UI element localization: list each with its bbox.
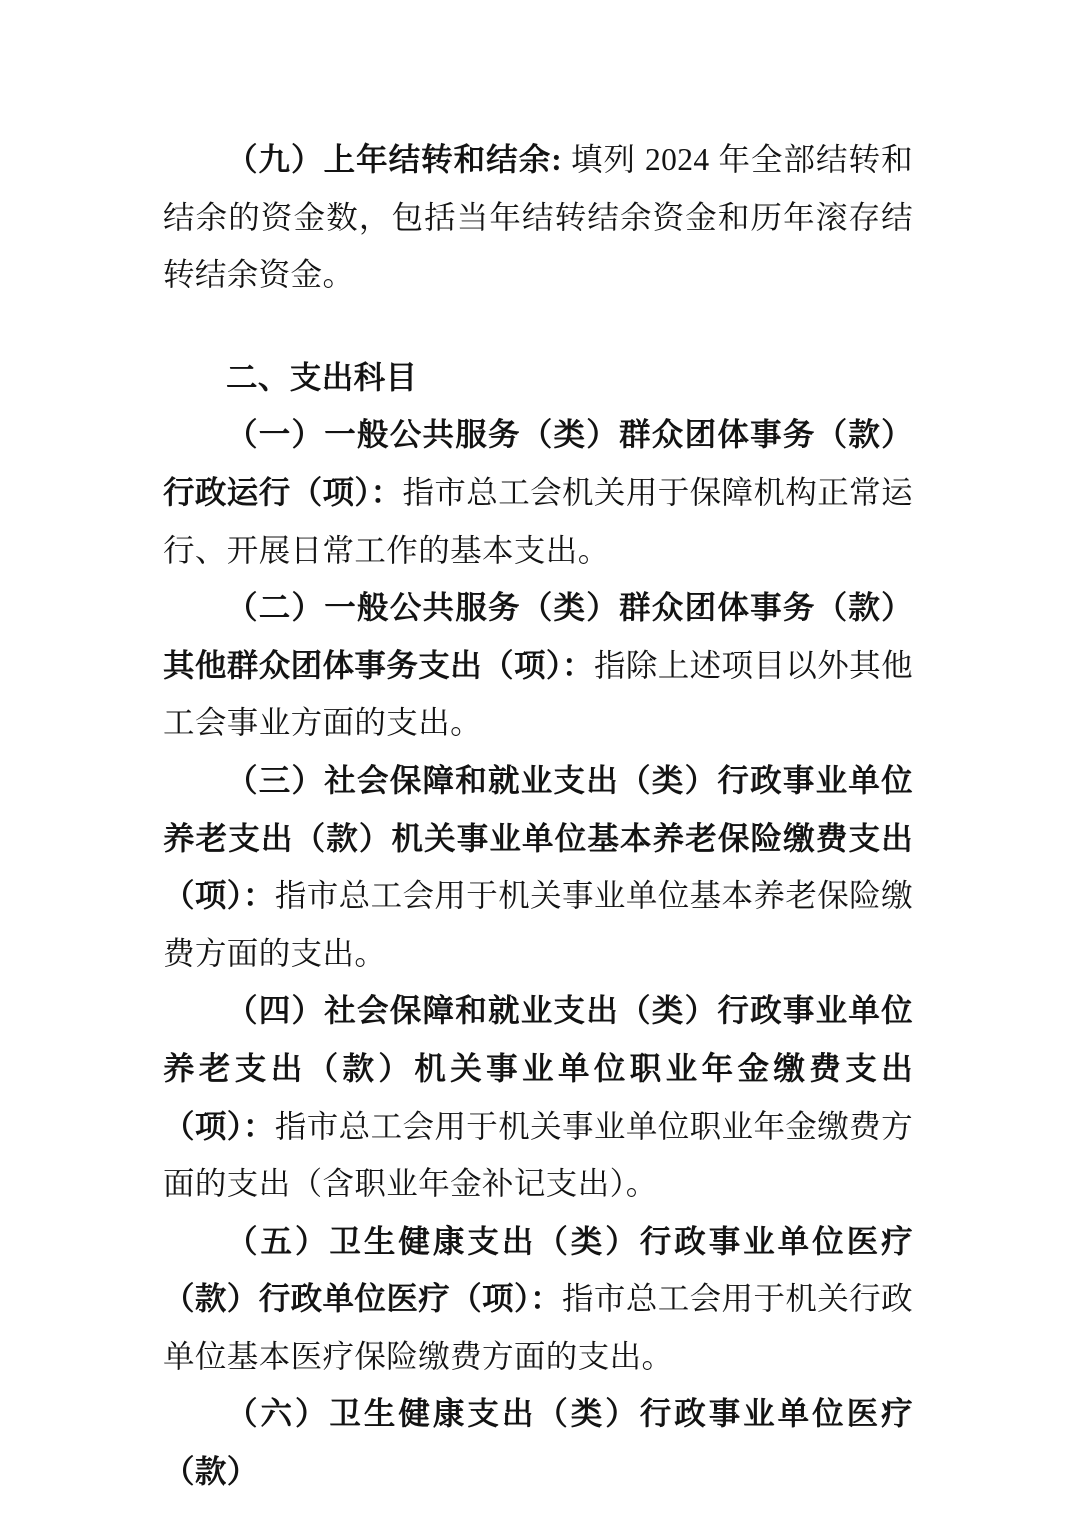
paragraph-lead: （三）社会保障和就业支出（类）行政事业单位养老支出（款）机关事业单位基本养老保险缴费支出（项）：: [163, 762, 913, 914]
paragraph-body: 指除上述项目以外其他工会事业方面的支出。: [163, 647, 913, 741]
paragraph-item-1: [163, 406, 913, 579]
paragraph-item-4: [163, 982, 913, 1212]
paragraph-lead: （九）上年结转和结余:: [226, 142, 563, 177]
paragraph-lead: （五）卫生健康支出（类）行政事业单位医疗（款）行政单位医疗（项）：: [163, 1223, 913, 1317]
paragraph-item-6: [163, 1385, 913, 1500]
paragraph-body: 指市总工会用于机关事业单位职业年金缴费方面的支出（含职业年金补记支出）。: [163, 1108, 913, 1202]
paragraph-body: 指市总工会机关用于保障机构正常运行、开展日常工作的基本支出。: [163, 474, 913, 568]
paragraph-item-5: [163, 1213, 913, 1386]
paragraph-body: 填列 2024 年全部结转和结余的资金数，包括当年结转结余资金和历年滚存结转结余资金。: [163, 142, 913, 293]
paragraph-item-3: [163, 752, 913, 982]
paragraph-body: 指市总工会用于机关事业单位基本养老保险缴费方面的支出。: [163, 878, 913, 971]
paragraph-body: 指市总工会用于机关行政单位基本医疗保险缴费方面的支出。: [163, 1281, 913, 1374]
paragraph-lead: （一）一般公共服务（类）群众团体事务（款）行政运行（项）：: [163, 417, 913, 510]
paragraph-item-2: [163, 579, 913, 752]
section-heading-expenditure: 二、支出科目: [226, 359, 418, 395]
paragraph-lead: （二）一般公共服务（类）群众团体事务（款）其他群众团体事务支出（项）：: [163, 590, 913, 683]
paragraph-carryover-note: [163, 131, 913, 304]
paragraph-lead: （四）社会保障和就业支出（类）行政事业单位养老支出（款）机关事业单位职业年金缴费支出（项）：: [163, 993, 913, 1144]
paragraph-lead: （六）卫生健康支出（类）行政事业单位医疗（款）: [163, 1396, 913, 1490]
